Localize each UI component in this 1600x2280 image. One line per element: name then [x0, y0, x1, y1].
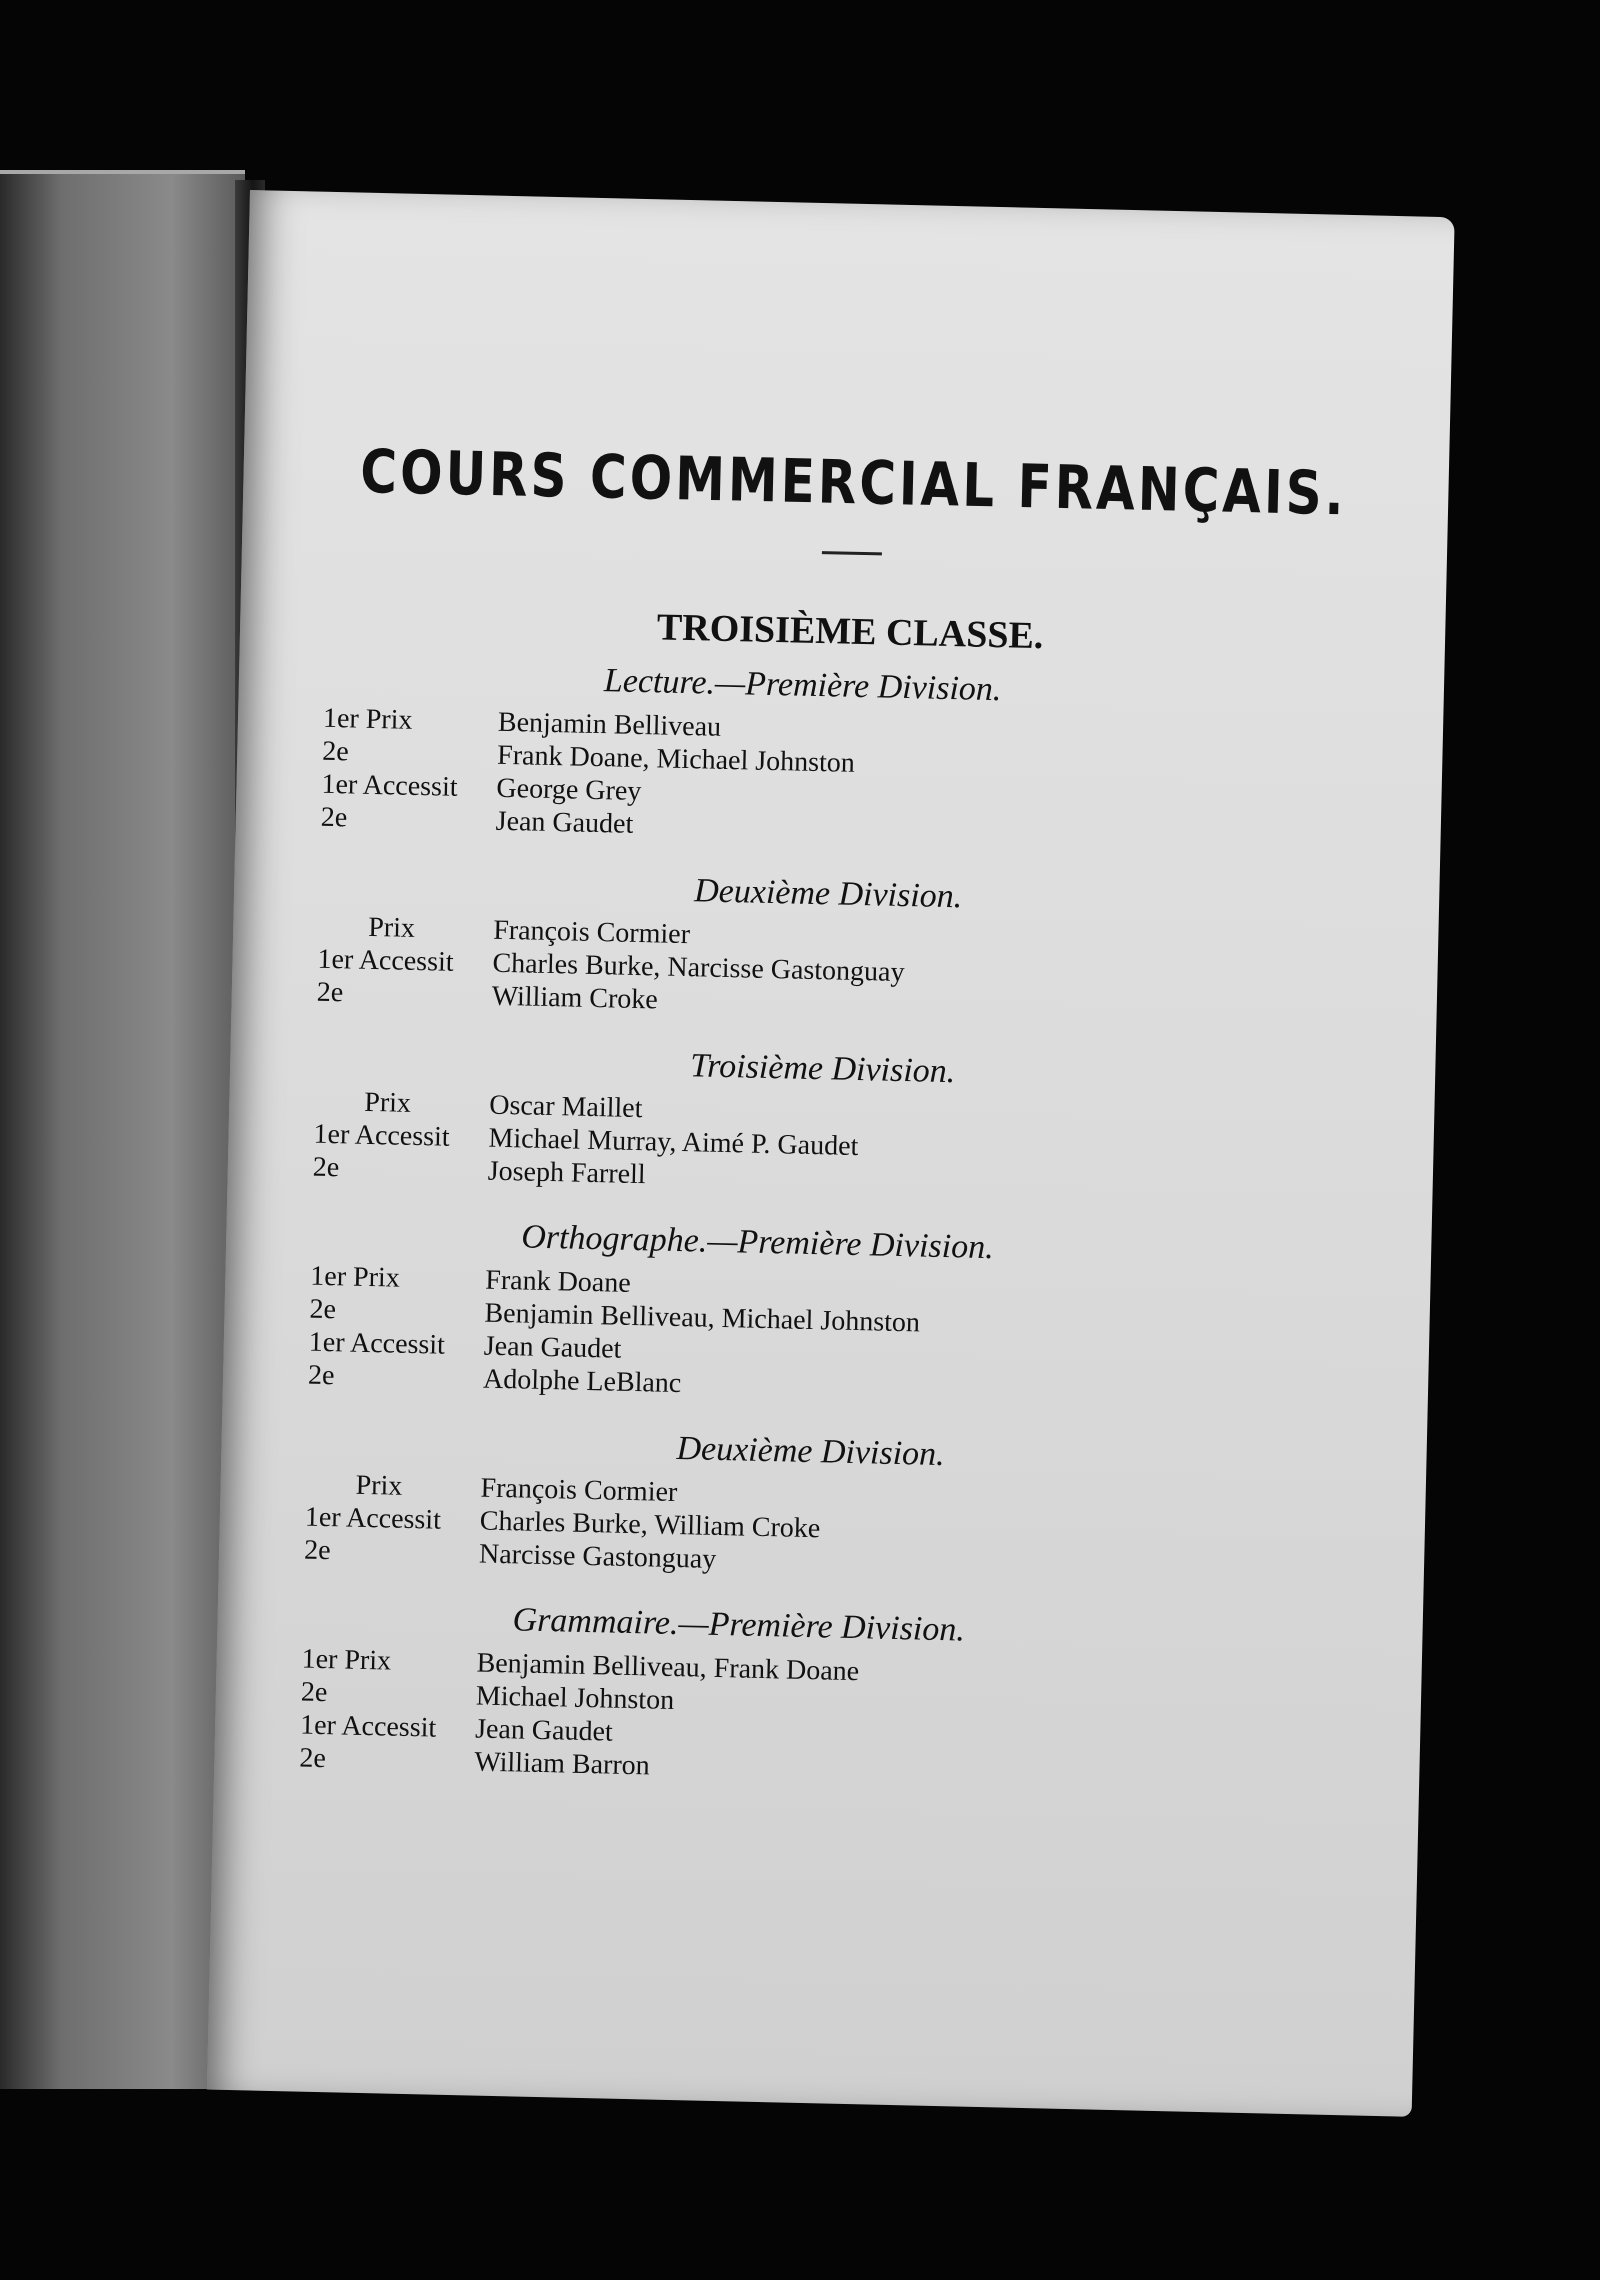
award-rank: 2e: [320, 801, 348, 834]
award-rank: 2e: [312, 1151, 340, 1184]
award-names: Charles Burke, Narcisse Gastonguay: [492, 947, 905, 989]
award-rank: 1er Accessit: [304, 1501, 442, 1536]
award-rank: 2e: [307, 1359, 335, 1392]
award-names: Jean Gaudet: [495, 805, 634, 840]
section-title: Troisième Division.: [689, 1047, 956, 1091]
award-rank: Prix: [367, 911, 416, 944]
award-rank: 1er Prix: [310, 1260, 401, 1294]
award-rank: 1er Accessit: [308, 1326, 446, 1361]
section-title: Grammaire.—Première Division.: [512, 1601, 966, 1649]
award-rank: 1er Accessit: [299, 1709, 437, 1744]
section-title: Lecture.—Première Division.: [603, 662, 1002, 709]
award-rank: 1er Prix: [301, 1643, 392, 1677]
award-names: François Cormier: [480, 1472, 678, 1509]
section-title: Deuxième Division.: [676, 1430, 946, 1474]
award-rank: 1er Accessit: [313, 1118, 450, 1153]
page-content: [298, 436, 1379, 1828]
section-grammaire-premiere: [299, 1597, 1353, 1799]
award-names: Narcisse Gastonguay: [478, 1538, 717, 1575]
title-rule: [822, 551, 882, 555]
award-rank: 2e: [299, 1742, 327, 1775]
document-page: [207, 190, 1455, 2117]
award-names: Benjamin Belliveau, Frank Doane: [476, 1647, 860, 1688]
award-rank: Prix: [355, 1469, 403, 1502]
section-title: Deuxième Division.: [693, 872, 963, 916]
award-names: Oscar Maillet: [488, 1089, 643, 1125]
section-title: Orthographe.—Première Division.: [520, 1218, 995, 1267]
section-orthographe-deuxieme: [304, 1422, 1357, 1591]
award-names: François Cormier: [492, 914, 691, 951]
award-rank: 2e: [300, 1676, 328, 1709]
section-lecture-premiere: [320, 656, 1374, 858]
award-rank: 2e: [309, 1293, 337, 1326]
award-rank: Prix: [363, 1086, 412, 1119]
award-names: Michael Johnston: [475, 1680, 675, 1717]
award-rank: 2e: [316, 976, 344, 1009]
award-names: Adolphe LeBlanc: [482, 1363, 682, 1400]
award-names: Jean Gaudet: [474, 1713, 614, 1748]
award-rank: 1er Accessit: [317, 943, 454, 978]
award-names: Charles Burke, William Croke: [479, 1505, 821, 1545]
award-names: Benjamin Belliveau, Michael Johnston: [484, 1297, 921, 1339]
section-orthographe-premiere: [308, 1214, 1362, 1416]
award-names: Frank Doane, Michael Johnston: [496, 739, 856, 779]
class-title: TROISIÈME CLASSE.: [656, 606, 1044, 658]
page-title: COURS COMMERCIAL FRANÇAIS.: [359, 436, 1348, 529]
award-names: Joseph Farrell: [487, 1155, 646, 1191]
facing-page-left: [0, 170, 245, 2089]
award-names: William Barron: [474, 1746, 651, 1782]
award-rank: 1er Accessit: [321, 768, 458, 803]
award-names: William Croke: [491, 980, 659, 1016]
award-rank: 2e: [303, 1534, 331, 1567]
section-lecture-deuxieme: [316, 864, 1369, 1033]
award-names: George Grey: [496, 772, 642, 808]
award-names: Michael Murray, Aimé P. Gaudet: [488, 1122, 859, 1163]
award-names: Benjamin Belliveau: [497, 706, 722, 743]
award-rank: 1er Prix: [322, 702, 413, 736]
section-lecture-troisieme: [312, 1039, 1365, 1208]
award-rank: 2e: [321, 735, 350, 768]
award-names: Jean Gaudet: [483, 1330, 622, 1365]
award-names: Frank Doane: [484, 1264, 632, 1299]
